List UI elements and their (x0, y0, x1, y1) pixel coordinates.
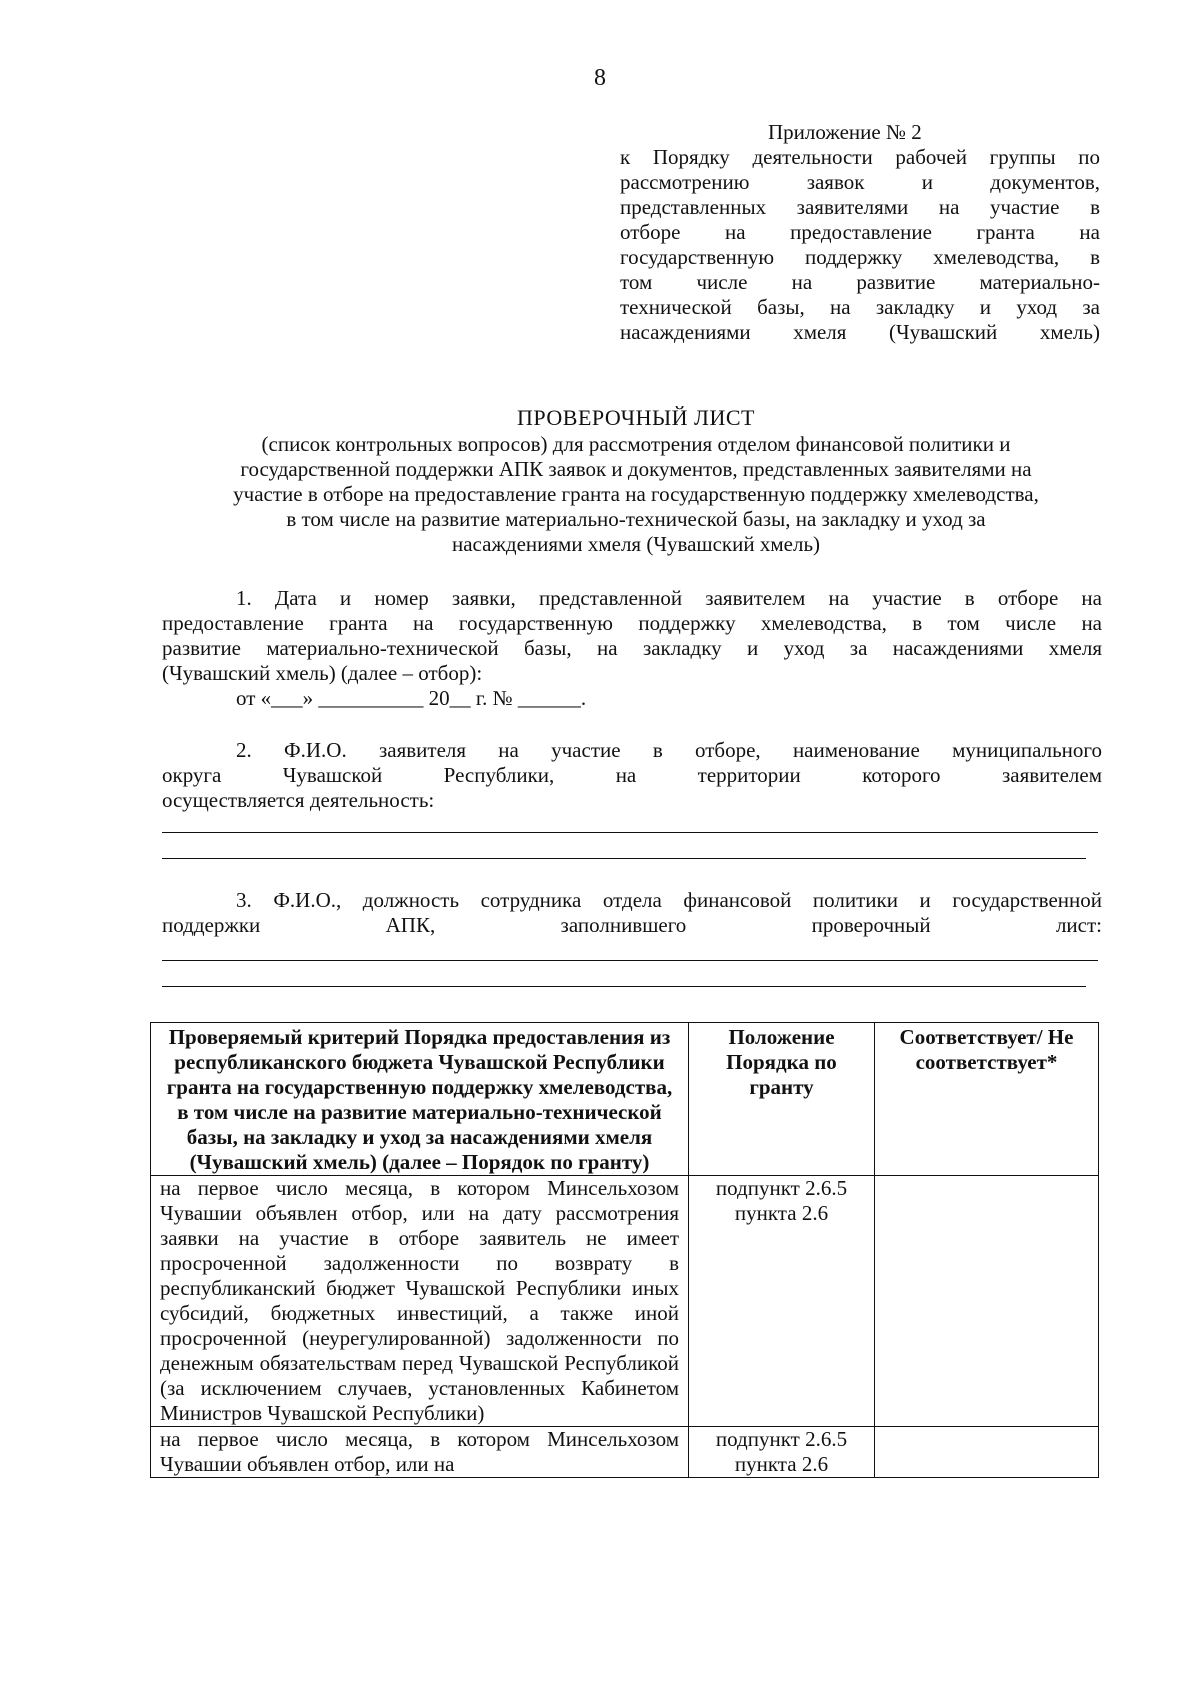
header-criterion: Проверяемый критерий Порядка предоставления из республиканского бюджета Чувашской Республики гранта на государственную поддержку хмелеводства, в том числе на развитие материально-технической базы, на закладку и уход за насаждениями хмеля (Чувашский хмель) (далее – Порядок по гранту) (151, 1023, 689, 1176)
appendix-line: отборе на предоставление гранта на (620, 220, 1100, 244)
position-cell: подпункт 2.6.5 пункта 2.6 (689, 1176, 875, 1427)
section-2-line: округа Чувашской Республики, на территории которого заявителем (162, 763, 1102, 787)
section-2 (162, 738, 1102, 813)
appendix-line: к Порядку деятельности рабочей группы по (620, 145, 1100, 169)
section-3-line: 3. Ф.И.О., должность сотрудника отдела финансовой политики и государственной (236, 888, 1102, 912)
section-1-line: 1. Дата и номер заявки, представленной заявителем на участие в отборе на (236, 586, 1102, 610)
document-subtitle (150, 432, 1122, 557)
criterion-cell: на первое число месяца, в котором Минсельхозом Чувашии объявлен отбор, или на (151, 1427, 689, 1478)
appendix-title: Приложение № 2 (768, 120, 922, 144)
header-position: Положение Порядка по гранту (689, 1023, 875, 1176)
appendix-line: государственную поддержку хмелеводства, в (620, 245, 1100, 269)
subtitle-line: насаждениями хмеля (Чувашский хмель) (451, 532, 821, 556)
section-1-line: предоставление гранта на государственную поддержку хмелеводства, в том числе на (162, 611, 1102, 635)
section-2-line: осуществляется деятельность: (162, 788, 435, 812)
checklist-table (150, 1022, 1099, 1478)
section-3 (162, 888, 1102, 938)
appendix-line: рассмотрению заявок и документов, (620, 170, 1100, 194)
section-1-line: (Чувашский хмель) (далее – отбор): (162, 661, 483, 685)
compliance-cell[interactable] (875, 1427, 1099, 1478)
date-number-line: от «___» __________ 20__ г. № ______. (236, 686, 587, 710)
subtitle-line: (список контрольных вопросов) для рассмотрения отделом финансовой политики и (261, 432, 1011, 456)
header-compliance: Соответствует/ Не соответствует* (875, 1023, 1099, 1176)
fill-line (162, 858, 1086, 859)
fill-line (162, 832, 1098, 833)
appendix-line: том числе на развитие материально- (620, 270, 1100, 294)
fill-line (162, 986, 1086, 987)
subtitle-line: в том числе на развитие материально-технической базы, на закладку и уход за (286, 507, 986, 531)
section-3-line: поддержки АПК, заполнившего проверочный лист: (162, 913, 1102, 937)
appendix-line: насаждениями хмеля (Чувашский хмель) (620, 320, 1100, 344)
document-title: ПРОВЕРОЧНЫЙ ЛИСТ (517, 405, 755, 430)
criterion-cell: на первое число месяца, в котором Минсельхозом Чувашии объявлен отбор, или на дату рассмотрения заявки на участие в отборе заявитель не имеет просроченной задолженности по возврату в республиканский бюджет Чувашской Республики иных субсидий, бюджетных инвестиций, а также иной просроченной (неурегулированной) задолженности по денежным обязательствам перед Чувашской Республикой (за исключением случаев, установленных Кабинетом Министров Чувашской Республики) (151, 1176, 689, 1427)
section-2-line: 2. Ф.И.О. заявителя на участие в отборе, наименование муниципального (236, 738, 1102, 762)
table-row (151, 1176, 1099, 1427)
fill-line (162, 960, 1098, 961)
table-row (151, 1427, 1099, 1478)
page-number: 8 (594, 65, 606, 91)
section-1-line: развитие материально-технической базы, на закладку и уход за насаждениями хмеля (162, 636, 1102, 660)
table-header-row (151, 1023, 1099, 1176)
appendix-line: технической базы, на закладку и уход за (620, 295, 1100, 319)
subtitle-line: государственной поддержки АПК заявок и документов, представленных заявителями на (240, 457, 1032, 481)
subtitle-line: участие в отборе на предоставление гранта на государственную поддержку хмелеводства, (233, 482, 1039, 506)
position-cell: подпункт 2.6.5 пункта 2.6 (689, 1427, 875, 1478)
appendix-line: представленных заявителями на участие в (620, 195, 1100, 219)
section-1 (162, 586, 1102, 711)
compliance-cell[interactable] (875, 1176, 1099, 1427)
appendix-caption (620, 145, 1100, 345)
